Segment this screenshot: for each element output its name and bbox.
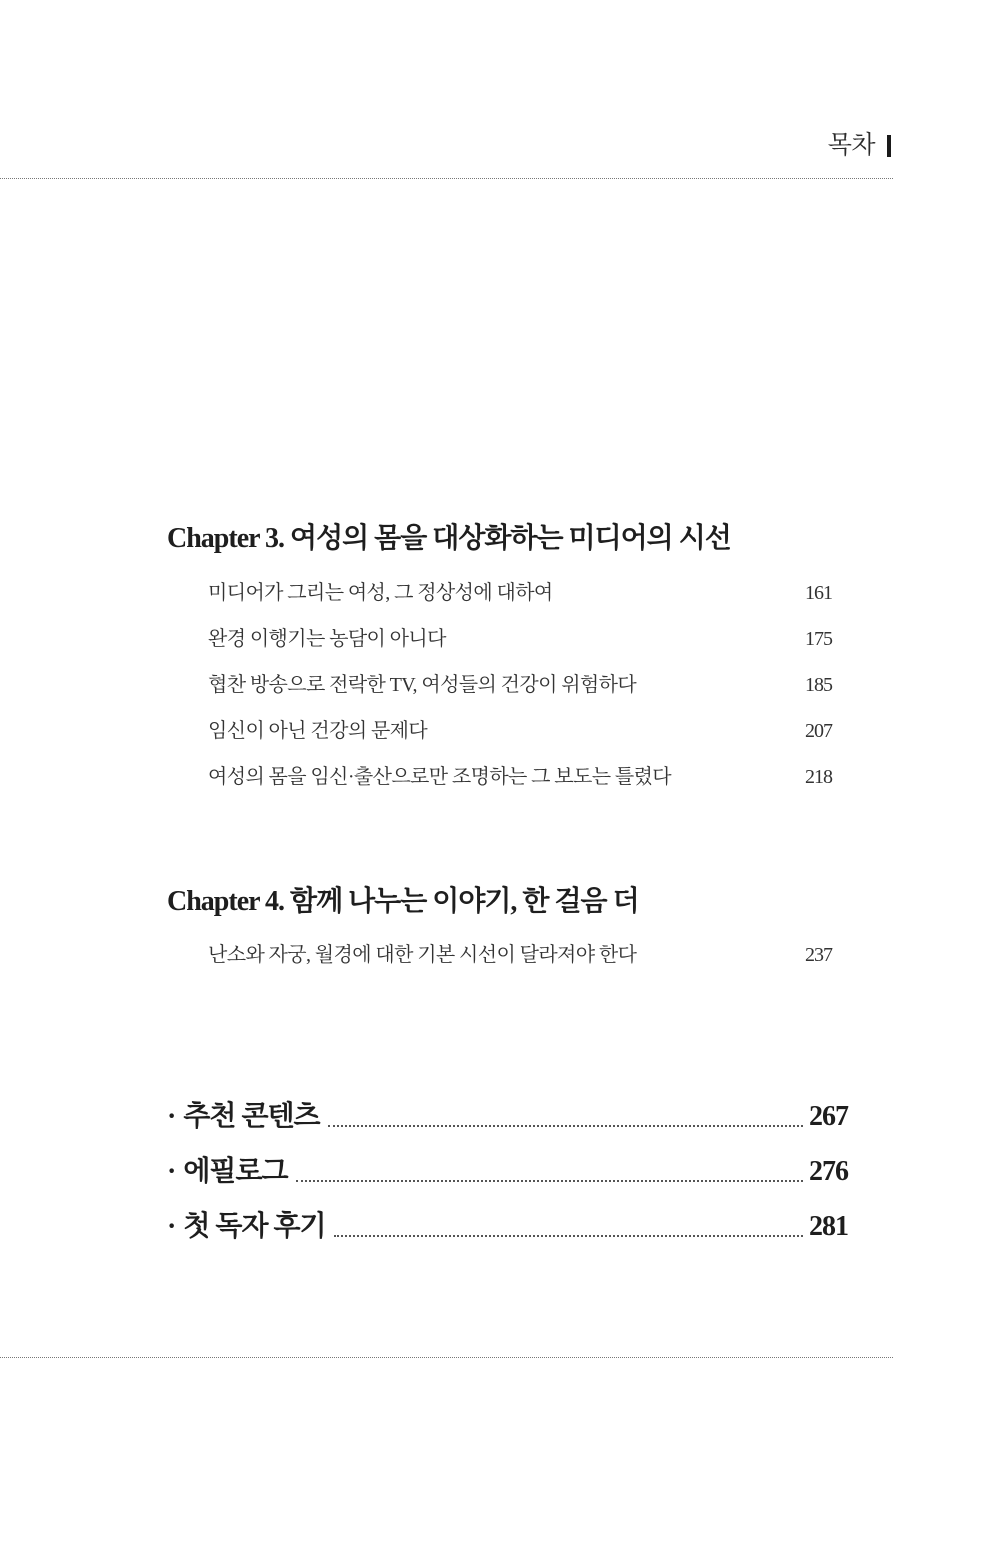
extra-page-number: 281 bbox=[809, 1211, 848, 1242]
toc-entry bbox=[167, 662, 832, 708]
entry-page-number: 161 bbox=[805, 582, 832, 604]
entry-title: 여성의 몸을 임신·출산으로만 조명하는 그 보도는 틀렸다 bbox=[208, 766, 672, 788]
entry-title: 난소와 자궁, 월경에 대한 기본 시선이 달라져야 한다 bbox=[208, 944, 637, 966]
bullet-marker: · bbox=[167, 1156, 176, 1187]
dot-leader bbox=[334, 1235, 803, 1237]
dot-leader bbox=[328, 1125, 803, 1127]
page-header bbox=[828, 128, 891, 164]
chapter-4 bbox=[167, 884, 832, 978]
chapter-entries bbox=[167, 932, 832, 978]
toc-entry bbox=[167, 570, 832, 616]
dot-leader bbox=[296, 1180, 803, 1182]
toc-entry bbox=[167, 708, 832, 754]
extra-entry bbox=[167, 1144, 848, 1199]
entry-title: 완경 이행기는 농담이 아니다 bbox=[208, 628, 446, 650]
bullet-marker: · bbox=[167, 1211, 176, 1242]
chapter-heading: Chapter 4. 함께 나누는 이야기, 한 걸음 더 bbox=[167, 886, 639, 917]
bullet-marker: · bbox=[167, 1101, 176, 1132]
entry-title: 협찬 방송으로 전락한 TV, 여성들의 건강이 위험하다 bbox=[208, 674, 637, 696]
entry-title: 임신이 아닌 건강의 문제다 bbox=[208, 720, 428, 742]
toc-entry bbox=[167, 616, 832, 662]
entry-page-number: 237 bbox=[805, 944, 832, 966]
extra-title: 첫 독자 후기 bbox=[183, 1211, 326, 1242]
entry-page-number: 207 bbox=[805, 720, 832, 742]
entry-page-number: 218 bbox=[805, 766, 832, 788]
extras-list bbox=[167, 1089, 848, 1254]
entry-title: 미디어가 그리는 여성, 그 정상성에 대하여 bbox=[208, 582, 553, 604]
top-dotted-rule bbox=[0, 178, 893, 179]
extra-page-number: 276 bbox=[809, 1156, 848, 1187]
extra-page-number: 267 bbox=[809, 1101, 848, 1132]
chapter-entries bbox=[167, 570, 832, 800]
toc-entry bbox=[167, 754, 832, 800]
chapter-heading: Chapter 3. 여성의 몸을 대상화하는 미디어의 시선 bbox=[167, 523, 731, 554]
chapter-3 bbox=[167, 521, 832, 800]
extra-title: 추천 콘텐츠 bbox=[183, 1101, 320, 1132]
bottom-dotted-rule bbox=[0, 1357, 893, 1358]
header-bar-mark bbox=[887, 135, 891, 157]
extra-title: 에필로그 bbox=[183, 1156, 288, 1187]
toc-entry bbox=[167, 932, 832, 978]
extra-entry bbox=[167, 1089, 848, 1144]
page-title: 목차 bbox=[827, 132, 875, 159]
entry-page-number: 175 bbox=[805, 628, 832, 650]
extra-entry bbox=[167, 1199, 848, 1254]
entry-page-number: 185 bbox=[805, 674, 832, 696]
